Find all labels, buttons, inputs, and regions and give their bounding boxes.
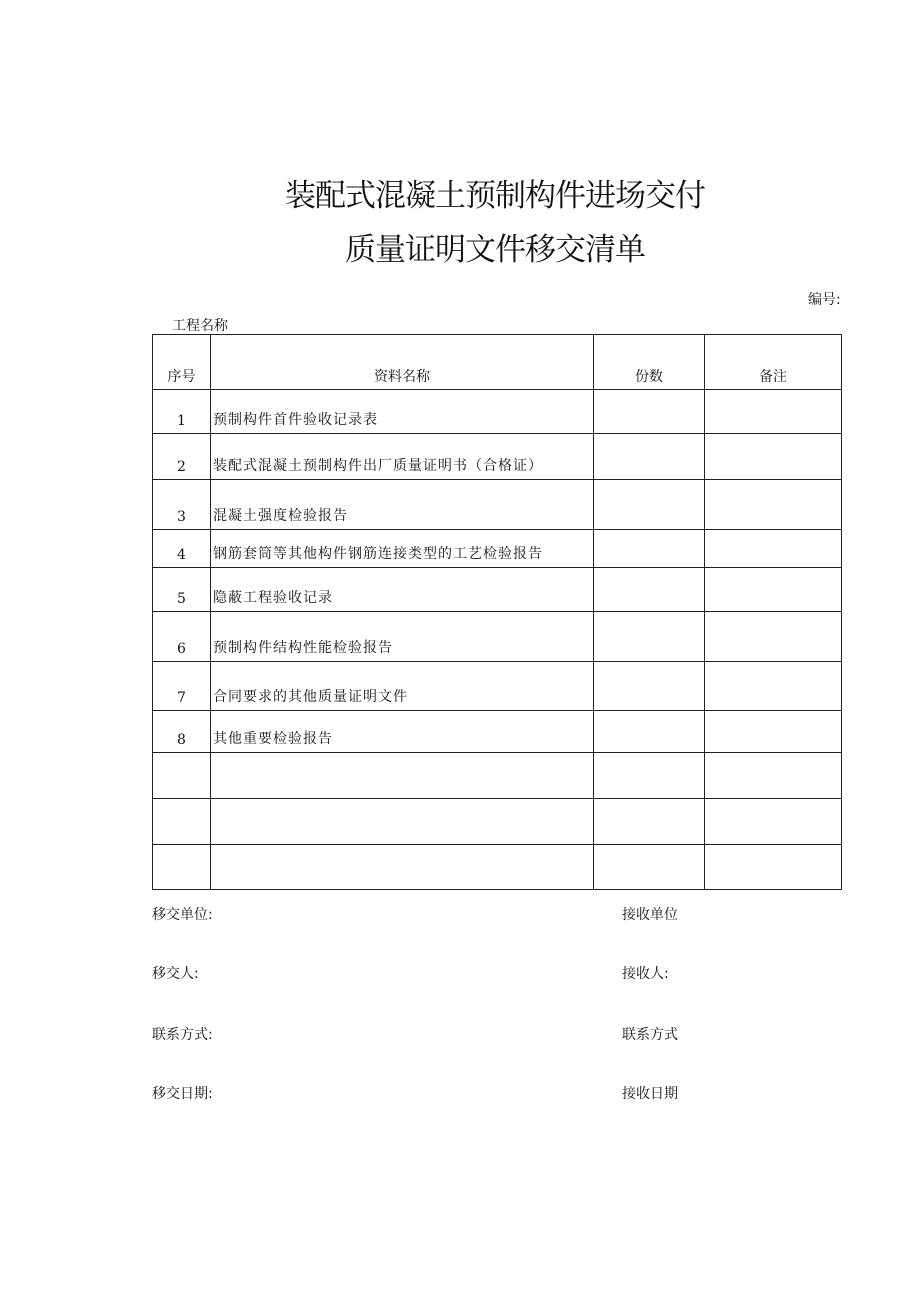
row-remarks-cell xyxy=(705,568,842,612)
table-row xyxy=(153,530,842,568)
row-copies-cell xyxy=(594,612,705,662)
table-row xyxy=(153,568,842,612)
header-seq: 序号 xyxy=(153,335,211,390)
row-seq-cell: 1 xyxy=(153,390,211,434)
transfer-unit-label: 移交单位: xyxy=(152,907,213,923)
project-name-label: 工程名称 xyxy=(172,318,228,334)
row-copies-cell xyxy=(594,662,705,711)
row-remarks-cell xyxy=(705,530,842,568)
header-doc-name: 资料名称 xyxy=(211,335,594,390)
row-remarks-cell xyxy=(705,799,842,845)
table-row xyxy=(153,799,842,845)
table-row xyxy=(153,711,842,753)
row-remarks-cell xyxy=(705,390,842,434)
table-row xyxy=(153,753,842,799)
row-seq-cell: 4 xyxy=(153,530,211,568)
receive-unit-label: 接收单位 xyxy=(622,907,678,923)
table-row xyxy=(153,612,842,662)
row-doc-name-cell: 预制构件结构性能检验报告 xyxy=(211,612,594,662)
row-copies-cell xyxy=(594,711,705,753)
table-row xyxy=(153,434,842,480)
row-doc-name-cell: 钢筋套筒等其他构件钢筋连接类型的工艺检验报告 xyxy=(211,530,594,568)
document-title-line-1: 装配式混凝土预制构件进场交付 xyxy=(285,178,705,214)
header-copies: 份数 xyxy=(594,335,705,390)
row-doc-name-cell: 混凝土强度检验报告 xyxy=(211,480,594,530)
row-remarks-cell xyxy=(705,612,842,662)
row-seq-cell: 5 xyxy=(153,568,211,612)
header-remarks: 备注 xyxy=(705,335,842,390)
row-doc-name-cell: 其他重要检验报告 xyxy=(211,711,594,753)
row-seq-cell: 2 xyxy=(153,434,211,480)
transfer-contact-label: 联系方式: xyxy=(152,1027,213,1043)
row-remarks-cell xyxy=(705,845,842,890)
row-copies-cell xyxy=(594,480,705,530)
document-number-label: 编号: xyxy=(808,292,841,308)
row-copies-cell xyxy=(594,390,705,434)
row-doc-name-cell xyxy=(211,753,594,799)
document-title-line-2: 质量证明文件移交清单 xyxy=(345,232,645,268)
row-doc-name-cell xyxy=(211,799,594,845)
row-remarks-cell xyxy=(705,753,842,799)
row-doc-name-cell: 合同要求的其他质量证明文件 xyxy=(211,662,594,711)
row-remarks-cell xyxy=(705,434,842,480)
table-row xyxy=(153,390,842,434)
table-row xyxy=(153,662,842,711)
row-copies-cell xyxy=(594,753,705,799)
row-doc-name-cell xyxy=(211,845,594,890)
row-seq-cell xyxy=(153,845,211,890)
table-header-row xyxy=(153,335,842,390)
row-remarks-cell xyxy=(705,662,842,711)
row-copies-cell xyxy=(594,434,705,480)
row-doc-name-cell: 隐蔽工程验收记录 xyxy=(211,568,594,612)
table-row xyxy=(153,480,842,530)
receive-date-label: 接收日期 xyxy=(622,1086,678,1102)
row-seq-cell xyxy=(153,753,211,799)
row-seq-cell xyxy=(153,799,211,845)
table-row xyxy=(153,845,842,890)
document-list-table xyxy=(152,334,842,890)
row-seq-cell: 8 xyxy=(153,711,211,753)
row-copies-cell xyxy=(594,568,705,612)
receive-person-label: 接收人: xyxy=(622,966,669,982)
row-seq-cell: 7 xyxy=(153,662,211,711)
row-doc-name-cell: 预制构件首件验收记录表 xyxy=(211,390,594,434)
row-seq-cell: 3 xyxy=(153,480,211,530)
row-copies-cell xyxy=(594,845,705,890)
row-remarks-cell xyxy=(705,480,842,530)
row-copies-cell xyxy=(594,799,705,845)
row-copies-cell xyxy=(594,530,705,568)
transfer-date-label: 移交日期: xyxy=(152,1086,213,1102)
row-remarks-cell xyxy=(705,711,842,753)
transfer-person-label: 移交人: xyxy=(152,966,199,982)
row-doc-name-cell: 装配式混凝土预制构件出厂质量证明书（合格证） xyxy=(211,434,594,480)
receive-contact-label: 联系方式 xyxy=(622,1027,678,1043)
row-seq-cell: 6 xyxy=(153,612,211,662)
